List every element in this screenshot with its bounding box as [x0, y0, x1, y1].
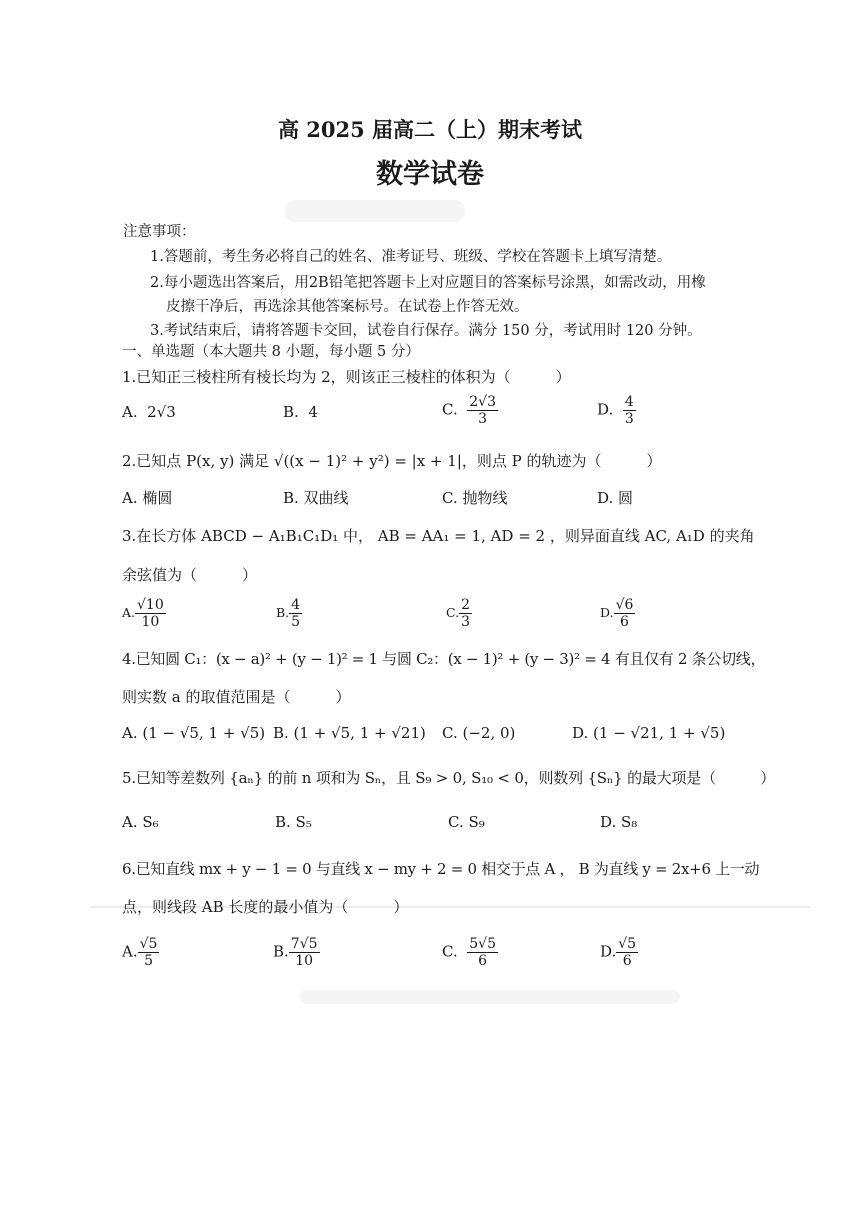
- option-label: B.: [283, 403, 299, 421]
- scan-smudge-bottom: [300, 990, 680, 1004]
- option-label: C.: [442, 942, 458, 961]
- option-label: A.: [122, 605, 136, 621]
- question-5-stem: 5.已知等差数列 {aₙ} 的前 n 项和为 Sₙ，且 S₉ > 0, S₁₀ < 0，则数列 {Sₙ} 的最大项是（ ）: [122, 769, 776, 787]
- option-value: 4: [308, 403, 318, 421]
- q1-option-b: [283, 403, 318, 421]
- q6-option-d: [600, 936, 638, 969]
- option-label: D.: [597, 400, 614, 419]
- question-6-stem-line1: 6.已知直线 mx + y − 1 = 0 与直线 x − my + 2 = 0 相交于点 A ， B 为直线 y = 2x+6 上一动: [122, 860, 760, 878]
- q2-option-b: B. 双曲线: [283, 489, 349, 507]
- question-4-stem-line1: 4.已知圆 C₁：(x − a)² + (y − 1)² = 1 与圆 C₂：(x − 1)² + (y − 3)² = 4 有且仅有 2 条公切线，: [122, 650, 766, 668]
- option-label: C.: [446, 605, 460, 621]
- fraction: $\frac{√6}{6}$: [615, 597, 634, 631]
- question-1-stem: 1.已知正三棱柱所有棱长均为 2，则该正三棱柱的体积为（ ）: [122, 368, 571, 386]
- fraction: $\frac{√5}{5}$: [139, 936, 158, 970]
- notes-heading: 注意事项：: [123, 224, 196, 240]
- q5-option-c: C. S₉: [448, 813, 485, 831]
- q6-option-b: [273, 936, 320, 969]
- q4-option-b: B. (1 + √5, 1 + √21): [273, 724, 426, 742]
- fraction: $\frac{2√3}{3}$: [469, 394, 497, 428]
- q3-option-b: [276, 597, 302, 630]
- option-label: C.: [442, 400, 458, 419]
- question-6-stem-line2: 点，则线段 AB 长度的最小值为（ ）: [122, 898, 409, 916]
- note-item-2-line2: 皮擦干净后，再选涂其他答案标号。在试卷上作答无效。: [166, 299, 529, 315]
- q6-option-a: [122, 936, 159, 969]
- fraction: $\frac{√10}{10}$: [137, 597, 164, 631]
- q3-option-a: [122, 597, 166, 630]
- q5-option-d: D. S₈: [600, 813, 638, 831]
- option-label: B.: [276, 605, 290, 621]
- q1-option-a: [122, 403, 176, 421]
- option-label: B.: [273, 942, 289, 961]
- option-label: A.: [122, 942, 138, 961]
- option-label: D.: [600, 942, 617, 961]
- q4-option-a: A. (1 − √5, 1 + √5): [122, 724, 266, 742]
- q3-option-d: [600, 597, 635, 630]
- fraction: $\frac{5√5}{6}$: [469, 936, 497, 970]
- fraction: $\frac{7√5}{10}$: [290, 936, 318, 970]
- question-2-stem: 2.已知点 P(x, y) 满足 √((x − 1)² + y²) = |x + 1|，则点 P 的轨迹为（ ）: [122, 452, 662, 470]
- q4-option-d: D. (1 − √21, 1 + √5): [572, 724, 726, 742]
- exam-subject: 数学试卷: [376, 159, 484, 190]
- option-value: 2√3: [147, 403, 176, 421]
- question-4-stem-line2: 则实数 a 的取值范围是（ ）: [122, 688, 351, 706]
- note-item-2-line1: 2.每小题选出答案后，用2B铅笔把答题卡上对应题目的答案标号涂黑，如需改动，用橡: [150, 275, 706, 291]
- scan-smudge: [285, 200, 465, 222]
- q2-option-d: D. 圆: [597, 489, 634, 507]
- note-item-3: 3.考试结束后，请将答题卡交回，试卷自行保存。满分 150 分，考试用时 120 分钟。: [150, 323, 702, 339]
- fraction: $\frac{√5}{6}$: [618, 936, 637, 970]
- fraction: $\frac{4}{3}$: [624, 394, 634, 428]
- q3-option-c: [446, 597, 472, 630]
- q2-option-a: A. 椭圆: [122, 489, 173, 507]
- exam-title: 高 2025 届高二（上）期末考试: [277, 117, 583, 142]
- option-label: A.: [122, 403, 138, 421]
- question-3-stem-line1: 3.在长方体 ABCD − A₁B₁C₁D₁ 中， AB = AA₁ = 1, AD = 2 ，则异面直线 AC, A₁D 的夹角: [122, 527, 755, 545]
- q1-option-d: [597, 394, 636, 427]
- q2-option-c: C. 抛物线: [442, 489, 508, 507]
- q4-option-c: C. (−2, 0): [442, 724, 516, 742]
- q6-option-c: [442, 936, 498, 969]
- note-item-1: 1.答题前，考生务必将自己的姓名、准考证号、班级、学校在答题卡上填写清楚。: [150, 249, 672, 265]
- fraction: $\frac{4}{5}$: [291, 597, 301, 631]
- q1-option-c: [442, 394, 498, 427]
- fraction: $\frac{2}{3}$: [461, 597, 471, 631]
- option-label: D.: [600, 605, 614, 621]
- section-heading: 一、单选题（本大题共 8 小题，每小题 5 分）: [122, 344, 420, 360]
- question-3-stem-line2: 余弦值为（ ）: [122, 566, 258, 584]
- q5-option-a: A. S₆: [122, 813, 159, 831]
- q5-option-b: B. S₅: [275, 813, 312, 831]
